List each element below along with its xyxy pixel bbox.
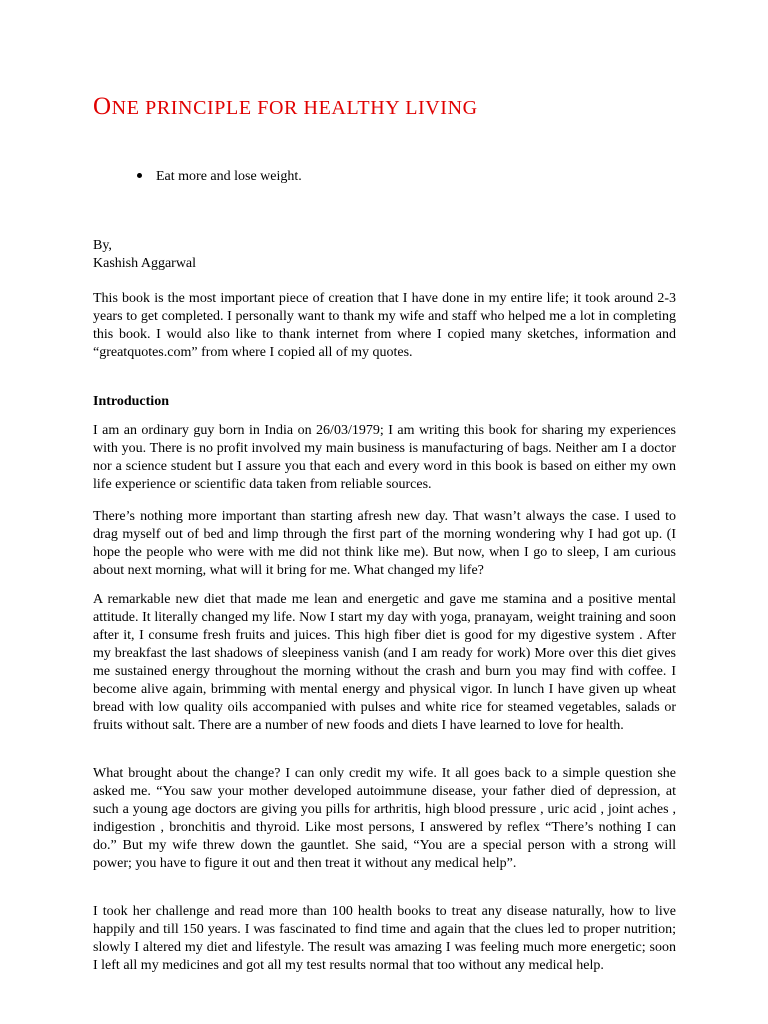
document-title	[93, 94, 478, 119]
by-label: By,	[93, 238, 112, 253]
body-paragraph: What brought about the change? I can only credit my wife. It all goes back to a simple question she asked me. “You saw your mother developed autoimmune disease, your father died of depression, at such a young age doctors are giving you pills for arthritis, high blood pressure , uric acid , joint aches , indigestion , bronchitis and thyroid. Like most persons, I answered by reflex “There’s nothing I can do.” But my wife threw down the gauntlet. She said, “You are a special person with a strong will power; you have to figure it out and then treat it without any medical help”.	[93, 766, 676, 871]
body-paragraph: A remarkable new diet that made me lean and energetic and gave me stamina and a positive mental attitude. It literally changed my life. Now I start my day with yoga, pranayam, weight training and soon after it, I consume fresh fruits and juices. This high fiber diet is good for my digestive system . After my breakfast the last shadows of sleepiness vanish (and I am ready for work) More over this diet gives me sustained energy throughout the morning without the crash and burn you may find with coffee. I become alive again, brimming with mental energy and physical vigor. In lunch I have given up wheat bread with low quality oils accompanied with pulses and white rice for steamed vegetables, salads or fruits without salt. There are a number of new foods and diets I have learned to love for health.	[93, 592, 676, 733]
title-initial: O	[93, 93, 112, 120]
acknowledgement-paragraph: This book is the most important piece of creation that I have done in my entire life; it took around 2-3 years to get completed. I personally want to thank my wife and staff who helped me a lot in completing this book. I would also like to thank internet from where I copied many sketches, information and “greatquotes.com” from where I copied all of my quotes.	[93, 291, 676, 360]
bullet-icon	[137, 173, 142, 178]
bullet-text: Eat more and lose weight.	[156, 169, 302, 184]
section-heading: Introduction	[93, 394, 169, 409]
body-paragraph: There’s nothing more important than starting afresh new day. That wasn’t always the case. I used to drag myself out of bed and limp through the first part of the morning wondering why I had got up. (I hope the people who were with me did not think like me). But now, when I go to sleep, I am curious about next morning, what will it bring for me. What changed my life?	[93, 509, 676, 578]
title-rest: NE PRINCIPLE FOR HEALTHY LIVING	[111, 97, 478, 119]
body-paragraph: I am an ordinary guy born in India on 26/03/1979; I am writing this book for sharing my experiences with you. There is no profit involved my main business is manufacturing of bags. Neither am I a doctor nor a science student but I assure you that each and every word in this book is based on either my own life experience or scientific data taken from reliable sources.	[93, 423, 676, 492]
byline	[93, 237, 196, 273]
body-paragraph: I took her challenge and read more than 100 health books to treat any disease naturally, how to live happily and till 150 years. I was fascinated to find time and again that the clues led to proper nutrition; slowly I altered my diet and lifestyle. The result was amazing I was feeling much more energetic; soon I left all my medicines and got all my test results normal that too without any medical help.	[93, 904, 676, 973]
bullet-item	[137, 168, 302, 186]
author-name: Kashish Aggarwal	[93, 256, 197, 271]
